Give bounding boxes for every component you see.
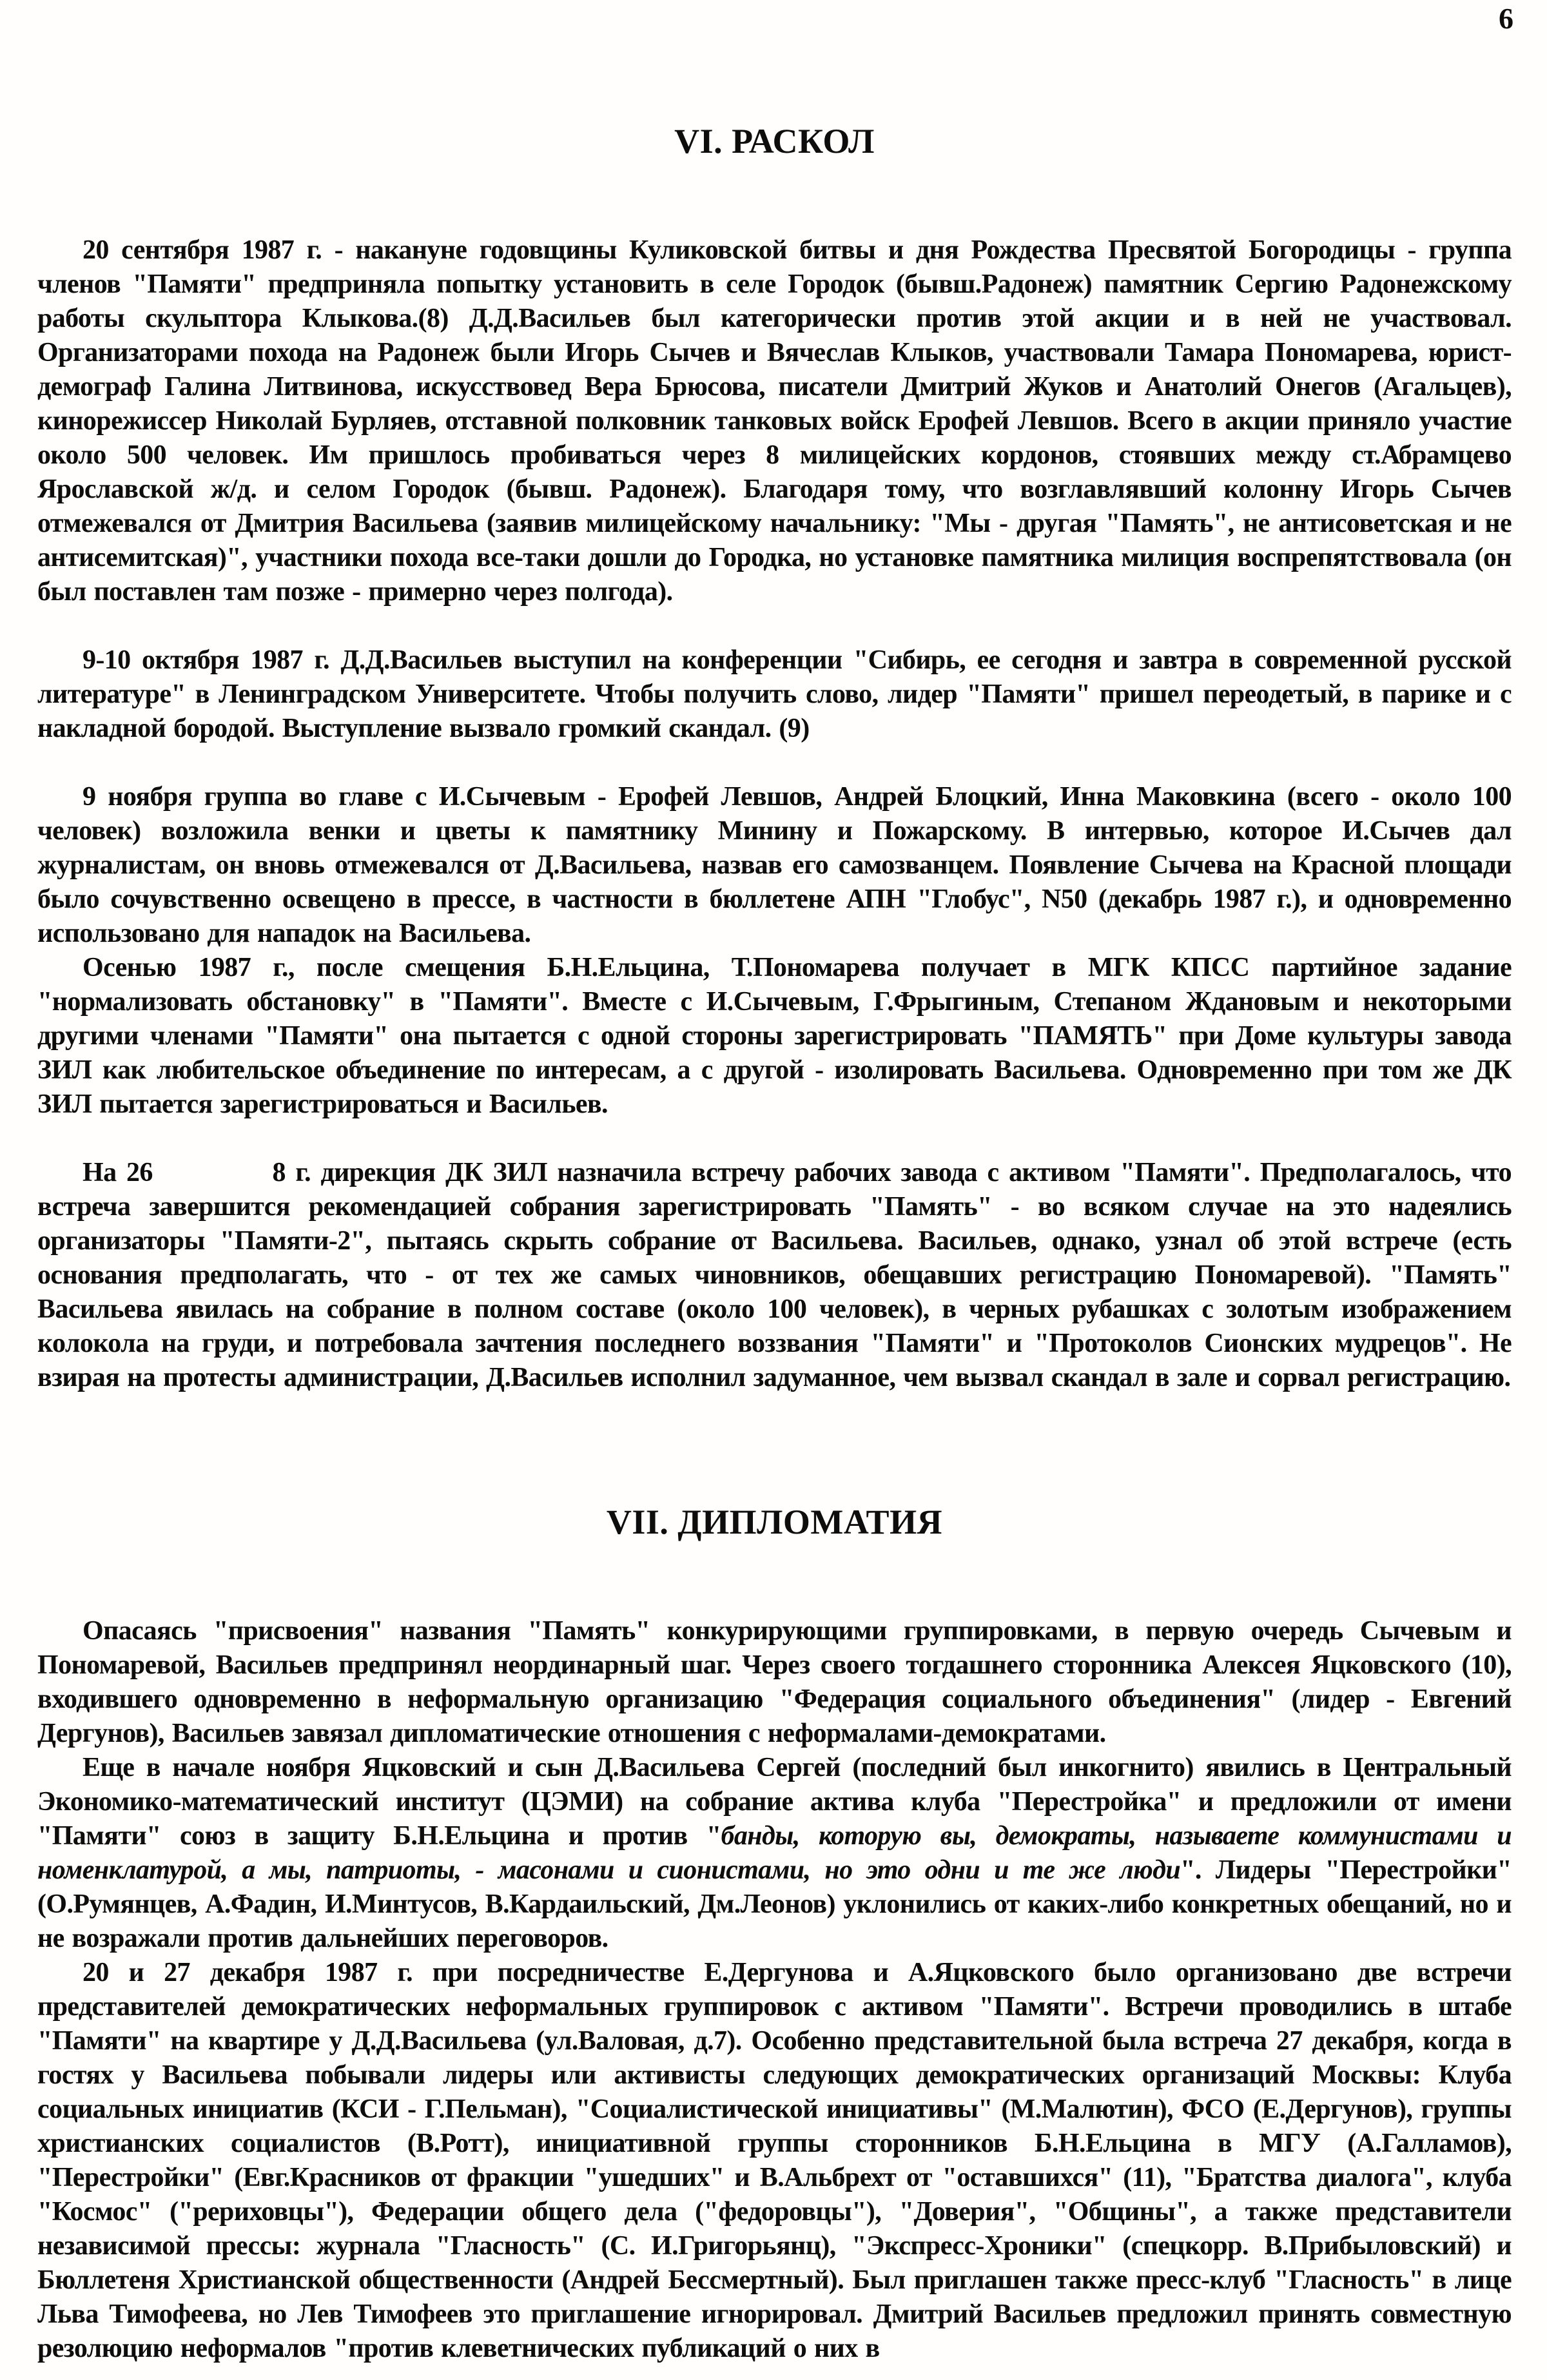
text-run: 9-10 октября 1987 г. Д.Д.Васильев выступил на конференции "Сибирь, ее сегодня и завтра в современной русской литературе" в Ленинградском Университете. Чтобы получить слово, лидер "Памяти" пришел переодетый, в парике и с накладной бородой. Выступление вызвало громкий скандал. (9) (37, 645, 1512, 744)
paragraph (37, 1614, 1512, 1751)
text-run: 9 ноября группа во главе с И.Сычевым - Ерофей Левшов, Андрей Блоцкий, Инна Маковкина (всего - около 100 человек) возложила венки и цветы к памятнику Минину и Пожарскому. В интервью, которое И.Сычев дал журналистам, он вновь отмежевался от Д.Васильева, назвав его самозванцем. Появление Сычева на Красной площади было сочувственно освещено в прессе, в частности в бюллетене АПН "Глобус", N50 (декабрь 1987 г.), и одновременно использовано для нападок на Васильева. (37, 782, 1512, 949)
text-run: 20 сентября 1987 г. - накануне годовщины Куликовской битвы и дня Рождества Пресвятой Богородицы - группа членов "Памяти" предприняла попытку установить в селе Городок (бывш.Радонеж) памятник Сергию Радонежскому работы скульптора Клыкова.(8) Д.Д.Васильев был категорически против этой акции и в ней не участвовал. Организаторами похода на Радонеж были Игорь Сычев и Вячеслав Клыков, участвовали Тамара Пономарева, юрист-демограф Галина Литвинова, искусствовед Вера Брюсова, писатели Дмитрий Жуков и Анатолий Онегов (Агальцев), кинорежиссер Николай Бурляев, отставной полковник танковых войск Ерофей Левшов. Всего в акции приняло участие около 500 человек. Им пришлось пробиваться через 8 милицейских кордонов, стоявших между ст.Абрамцево Ярославской ж/д. и селом Городок (бывш. Радонеж). Благодаря тому, что возглавлявший колонну Игорь Сычев отмежевался от Дмитрия Васильева (заявив милицейскому начальнику: "Мы - другая "Память", не антисоветская и не антисемитская)", участники похода все-таки дошли до Городка, но установке памятника милиция воспрепятствовала (он был поставлен там позже - примерно через полгода). (37, 235, 1512, 607)
paragraph (37, 643, 1512, 746)
text-run: На 26 8 г. дирекция ДК ЗИЛ назначила встречу рабочих завода с активом "Памяти". Предполагалось, что встреча завершится рекомендацией собрания зарегистрировать "Память" - во всяком случае на это надеялись организаторы "Памяти-2", пытаясь скрыть собрание от Васильева. Васильев, однако, узнал об этой встрече (есть основания предполагать, что - от тех же самых чиновников, обещавших регистрацию Пономаревой). "Память" Васильева явилась на собрание в полном составе (около 100 человек), в черных рубашках с золотым изображением колокола на груди, и потребовала зачтения последнего воззвания "Памяти" и "Протоколов Сионских мудрецов". Не взирая на протесты администрации, Д.Васильев исполнил задуманное, чем вызвал скандал в зале и сорвал регистрацию. (37, 1158, 1512, 1393)
paragraph (37, 780, 1512, 951)
italic-quote: банды, которую вы, демократы, называете коммунистами и номенклатурой, а мы, патриоты, - масонами и сионистами, но это одни и те же люди (37, 1821, 1512, 1886)
text-run: Осенью 1987 г., после смещения Б.Н.Ельцина, Т.Пономарева получает в МГК КПСС партийное задание "нормализовать обстановку" в "Памяти". Вместе с И.Сычевым, Г.Фрыгиным, Степаном Ждановым и некоторыми другими членами "Памяти" она пытается с одной стороны зарегистрировать "ПАМЯТЬ" при Доме культуры завода ЗИЛ как любительское объединение по интересам, а с другой - изолировать Васильева. Одновременно при том же ДК ЗИЛ пытается зарегистрироваться и Васильев. (37, 953, 1512, 1120)
page-number: 6 (1499, 2, 1513, 35)
paragraph (37, 1156, 1512, 1395)
paragraph (37, 233, 1512, 609)
text-run: 20 и 27 декабря 1987 г. при посредничестве Е.Дергунова и А.Яцковского было организовано две встречи представителей демократических неформальных группировок с активом "Памяти". Встречи проводились в штабе "Памяти" на квартире у Д.Д.Васильева (ул.Валовая, д.7). Особенно представительной была встреча 27 декабря, когда в гостях у Васильева побывали лидеры или активисты следующих демократических организаций Москвы: Клуба социальных инициатив (КСИ - Г.Пельман), "Социалистической инициативы" (М.Малютин), ФСО (Е.Дергунов), группы христианских социалистов (В.Ротт), инициативной группы сторонников Б.Н.Ельцина в МГУ (А.Галламов), "Перестройки" (Евг.Красников от фракции "ушедших" и В.Альбрехт от "оставшихся" (11), "Братства диалога", клуба "Космос" ("рериховцы"), Федерации общего дела ("федоровцы"), "Доверия", "Общины", а также представители независимой прессы: журнала "Гласность" (С. И.Григорьянц), "Экспресс-Хроники" (спецкорр. В.Прибыловский) и Бюллетеня Христианской общественности (Андрей Бессмертный). Был приглашен также пресс-клуб "Гласность" в лице Льва Тимофеева, но Лев Тимофеев это приглашение игнорировал. Дмитрий Васильев предложил принять совместную резолюцию неформалов "против клеветнических публикаций о них в (37, 1958, 1512, 2364)
section-heading: VII. ДИПЛОМАТИЯ (606, 1503, 943, 1542)
section-heading: VI. РАСКОЛ (674, 122, 875, 161)
text-run: ". Лидеры "Перестройки" (О.Румянцев, А.Фадин, И.Минтусов, В.Кардаильский, Дм.Леонов) уклонились от каких-либо конкретных обещаний, но и не возражали против дальнейших переговоров. (37, 1855, 1512, 1954)
text-run: Опасаясь "присвоения" названия "Память" конкурирующими группировками, в первую очередь Сычевым и Пономаревой, Васильев предпринял неординарный шаг. Через своего тогдашнего сторонника Алексея Яцковского (10), входившего одновременно в неформальную организацию "Федерация социального объединения" (лидер - Евгений Дергунов), Васильев завязал дипломатические отношения с неформалами-демократами. (37, 1616, 1512, 1749)
paragraph (37, 1751, 1512, 1956)
text-run: Еще в начале ноября Яцковский и сын Д.Васильева Сергей (последний был инкогнито) явились в Центральный Экономико-математический институт (ЦЭМИ) на собрание актива клуба "Перестройка" и предложили от имени "Памяти" союз в защиту Б.Н.Ельцина и против " (37, 1753, 1512, 1851)
section (37, 1502, 1512, 2366)
paragraph (37, 951, 1512, 1122)
section (37, 121, 1512, 1395)
paragraph (37, 1956, 1512, 2366)
